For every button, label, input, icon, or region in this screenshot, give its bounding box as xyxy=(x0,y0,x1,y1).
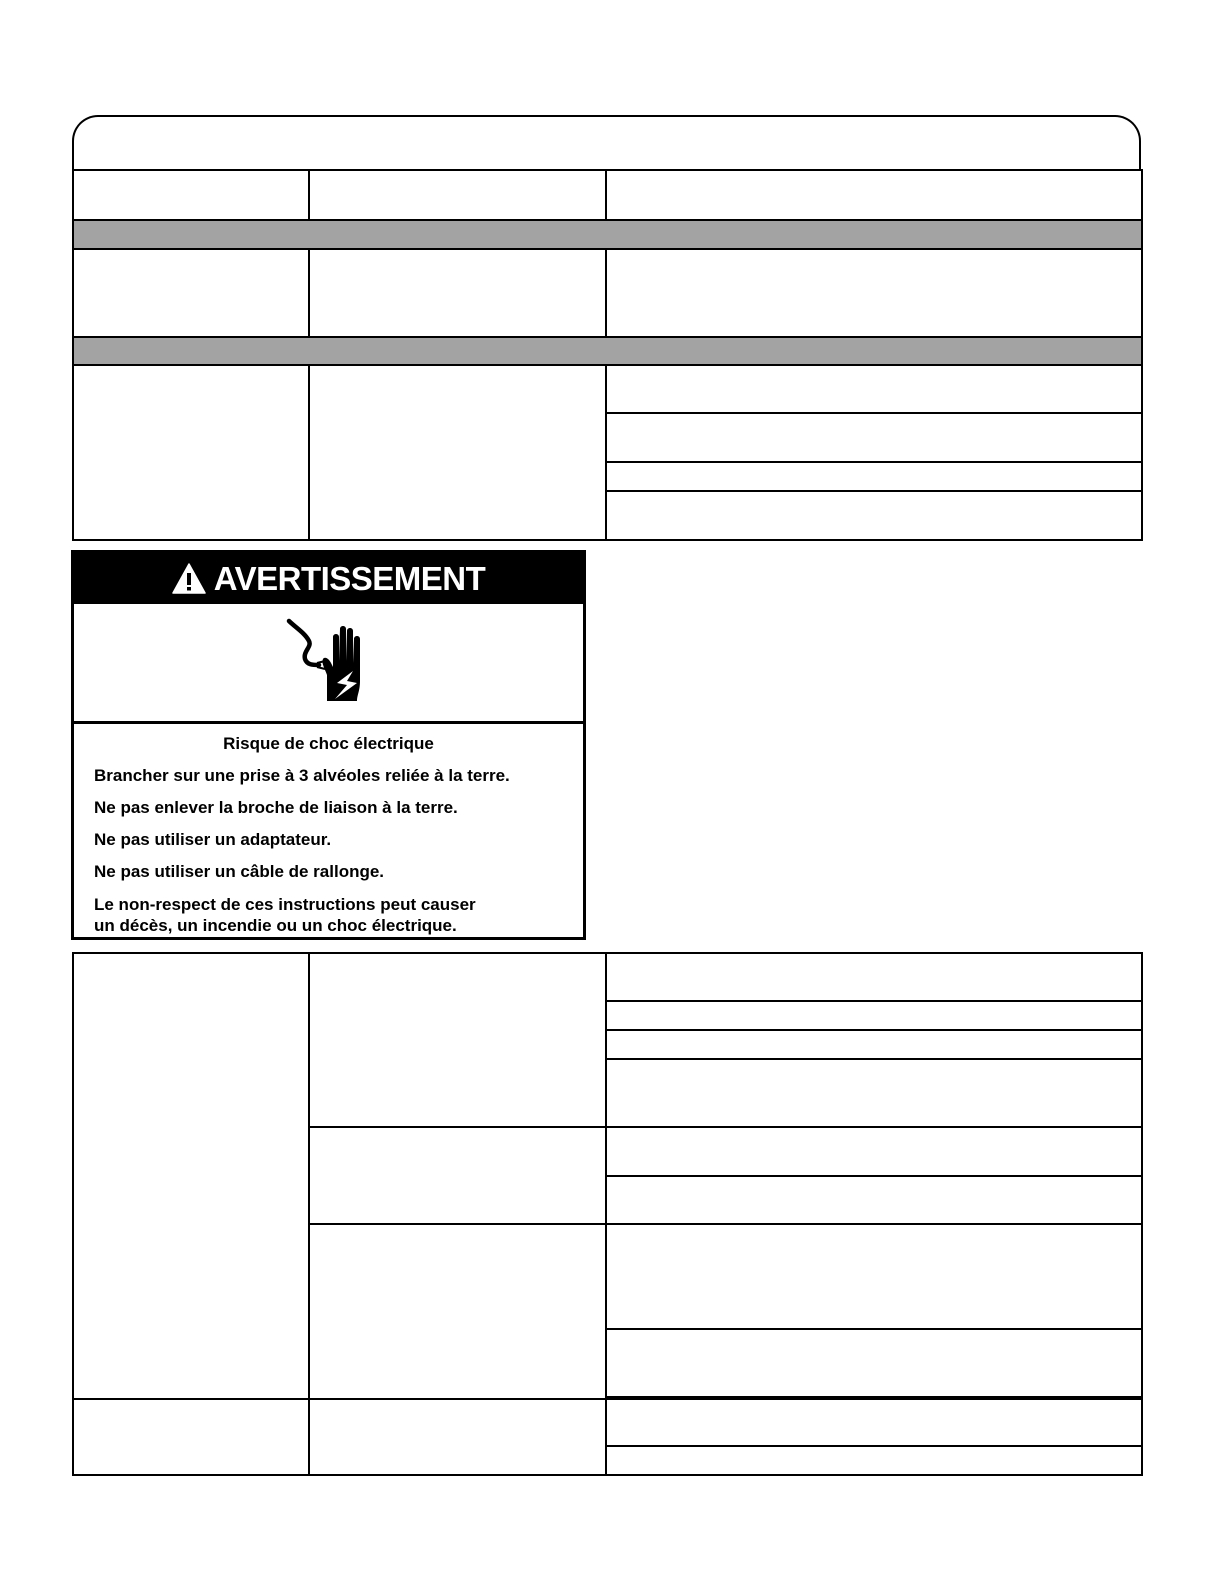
solution-cell xyxy=(606,491,1142,540)
column-header-cause xyxy=(309,170,606,220)
warning-triangle-icon xyxy=(172,563,206,594)
column-header-row xyxy=(73,170,1142,220)
section-band xyxy=(73,220,1142,249)
problem-cell xyxy=(73,953,309,1399)
warning-line: Ne pas utiliser un adaptateur. xyxy=(94,830,332,849)
table-title-header xyxy=(72,115,1141,170)
cause-cell xyxy=(309,249,606,337)
troubleshooting-table-top xyxy=(72,169,1143,541)
solution-cell xyxy=(606,249,1142,337)
table-row xyxy=(73,249,1142,337)
warning-box xyxy=(71,550,586,940)
solution-cell xyxy=(606,1001,1142,1030)
table-row xyxy=(73,953,1142,1001)
warning-header xyxy=(74,553,583,604)
problem-cell xyxy=(73,365,309,540)
section-band xyxy=(73,337,1142,365)
warning-consequence: Le non-respect de ces instructions peut causer un décès, un incendie ou un choc électrique. xyxy=(94,895,476,935)
warning-risk-title: Risque de choc électrique xyxy=(223,734,434,753)
solution-cell xyxy=(606,365,1142,413)
cause-cell xyxy=(309,953,606,1127)
cause-cell xyxy=(309,1399,606,1475)
warning-line: Ne pas enlever la broche de liaison à la terre. xyxy=(94,798,458,817)
cause-cell xyxy=(309,365,606,540)
warning-pictogram xyxy=(74,604,583,724)
warning-line: Ne pas utiliser un câble de rallonge. xyxy=(94,862,385,881)
solution-cell xyxy=(606,1224,1142,1329)
problem-cell xyxy=(73,1399,309,1475)
solution-cell xyxy=(606,1059,1142,1127)
electrical-shock-hand-icon xyxy=(281,615,377,711)
solution-cell xyxy=(606,413,1142,462)
section-band-cell xyxy=(73,337,1142,365)
column-header-problem xyxy=(73,170,309,220)
warning-title: AVERTISSEMENT xyxy=(213,559,486,597)
column-header-solution xyxy=(606,170,1142,220)
solution-cell xyxy=(606,462,1142,491)
solution-cell xyxy=(606,1329,1142,1397)
warning-text xyxy=(74,724,583,936)
table-row xyxy=(73,1399,1142,1446)
cause-cell xyxy=(309,1224,606,1399)
solution-cell xyxy=(606,1399,1142,1446)
solution-cell xyxy=(606,1127,1142,1176)
solution-cell xyxy=(606,1030,1142,1059)
table-row xyxy=(73,365,1142,413)
section-band-cell xyxy=(73,220,1142,249)
problem-cell xyxy=(73,249,309,337)
solution-cell xyxy=(606,953,1142,1001)
solution-cell xyxy=(606,1446,1142,1475)
troubleshooting-table-bottom xyxy=(72,952,1143,1476)
solution-cell xyxy=(606,1176,1142,1224)
cause-cell xyxy=(309,1127,606,1224)
warning-line: Brancher sur une prise à 3 alvéoles reliée à la terre. xyxy=(94,766,510,785)
